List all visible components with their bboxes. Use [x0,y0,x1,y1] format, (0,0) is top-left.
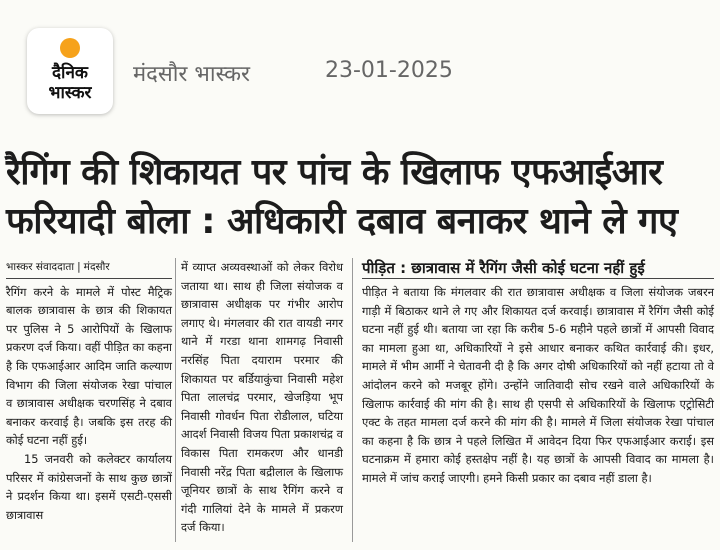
logo-line-1: दैनिक [52,63,88,83]
paragraph: रैगिंग करने के मामले में पोस्ट मैट्रिक बालक छात्रावास के छात्र की शिकायत पर पुलिस ने 5 आरोपियों के खिलाफ प्रकरण दर्ज किया। वहीं पीड़ित का कहना है कि एफआईआर आदिम जाति कल्याण विभाग की जिला संयोजक रेखा पांचाल व छात्रावास अधीक्षक चरणसिंह ने दबाव बनाकर करवाई है। जबकि इस तरह की कोई घटना नहीं हुई। [6,284,172,448]
byline-source: भास्कर संवाददाता [6,261,75,273]
dainik-bhaskar-logo [27,28,113,114]
sun-icon [60,38,80,58]
column-divider [352,258,353,542]
headline-line-2: फरियादी बोला : अधिकारी दबाव बनाकर थाने ले गए [6,201,678,242]
subheading: पीड़ित : छात्रावास में रैगिंग जैसी कोई घटना नहीं हुई [362,258,714,279]
logo-line-2: भास्कर [48,83,92,103]
paragraph: में व्याप्त अव्यवस्थाओं को लेकर विरोध जताया था। साथ ही जिला संयोजक व छात्रावास अधीक्षक पर गंभीर आरोप लगाए थे। मंगलवार की रात वायडी नगर थाने में गरडा थाना शामगढ़ निवासी नरसिंह पिता दयाराम परमार की शिकायत पर बर्डियाकुंचा निवासी महेश पिता लालचंद्र परमार, खेजड़िया भूप निवासी गोवर्धन पिता रोडीलाल, घटिया आदर्श निवासी विजय पिता प्रकाशचंद्र व विकास पिता रामकरण और धानडी निवासी नरेंद्र पिता बद्रीलाल के खिलाफ जूनियर छात्रों के साथ रैगिंग करने व गंदी गालियां देने के मामले में प्रकरण दर्ज किया। [181,260,343,535]
byline: भास्कर संवाददाता | मंदसौर [6,258,172,279]
headline-line-1: रैगिंग की शिकायत पर पांच के खिलाफ एफआईआर [6,152,663,193]
paragraph: पीड़ित ने बताया कि मंगलवार की रात छात्रावास अधीक्षक व जिला संयोजक जबरन गाड़ी में बिठाकर थाने ले गए और शिकायत दर्ज करवाई। छात्रावास में रैगिंग जैसी कोई घटना नहीं हुई थी। बताया जा रहा कि करीब 5-6 महीने पहले छात्रों में आपसी विवाद का मामला हुआ था, अधिकारियों ने इसे आधार बनाकर कथित कार्रवाई की। इधर, मामले में भीम आर्मी ने चेतावनी दी है कि अगर दोषी अधिकारियों को नहीं हटाया तो वे आंदोलन करने को मजबूर होंगे। उन्होंने जातिवादी सोच रखने वाले अधिकारियों के खिलाफ कार्रवाई की मांग की है। साथ ही एसपी से अधिकारियों के खिलाफ एट्रोसिटी एक्ट के तहत मामला दर्ज करने की मांग की है। मामले में जिला संयोजक रेखा पांचाल का कहना है कि छात्र ने पहले लिखित में आवेदन दिया फिर एफआईआर कराई। इस घटनाक्रम में हमारा कोई हस्तक्षेप नहीं है। यह छात्रों के आपसी विवाद का मामला है। मामले में जांच कराई जाएगी। हमने किसी प्रकार का दबाव नहीं डाला है। [362,285,714,485]
byline-place: मंदसौर [83,261,110,273]
paragraph: 15 जनवरी को कलेक्टर कार्यालय परिसर में कांग्रेसजनों के साथ कुछ छात्रों ने प्रदर्शन किया था। इसमें एसटी-एससी छात्रावास [6,451,172,522]
article-column-3 [362,258,714,488]
article-column-1 [6,258,172,524]
edition-date: 23-01-2025 [325,58,453,83]
column-divider [175,258,176,542]
article-column-2 [181,258,343,537]
edition-name: मंदसौर भास्कर [133,62,251,87]
